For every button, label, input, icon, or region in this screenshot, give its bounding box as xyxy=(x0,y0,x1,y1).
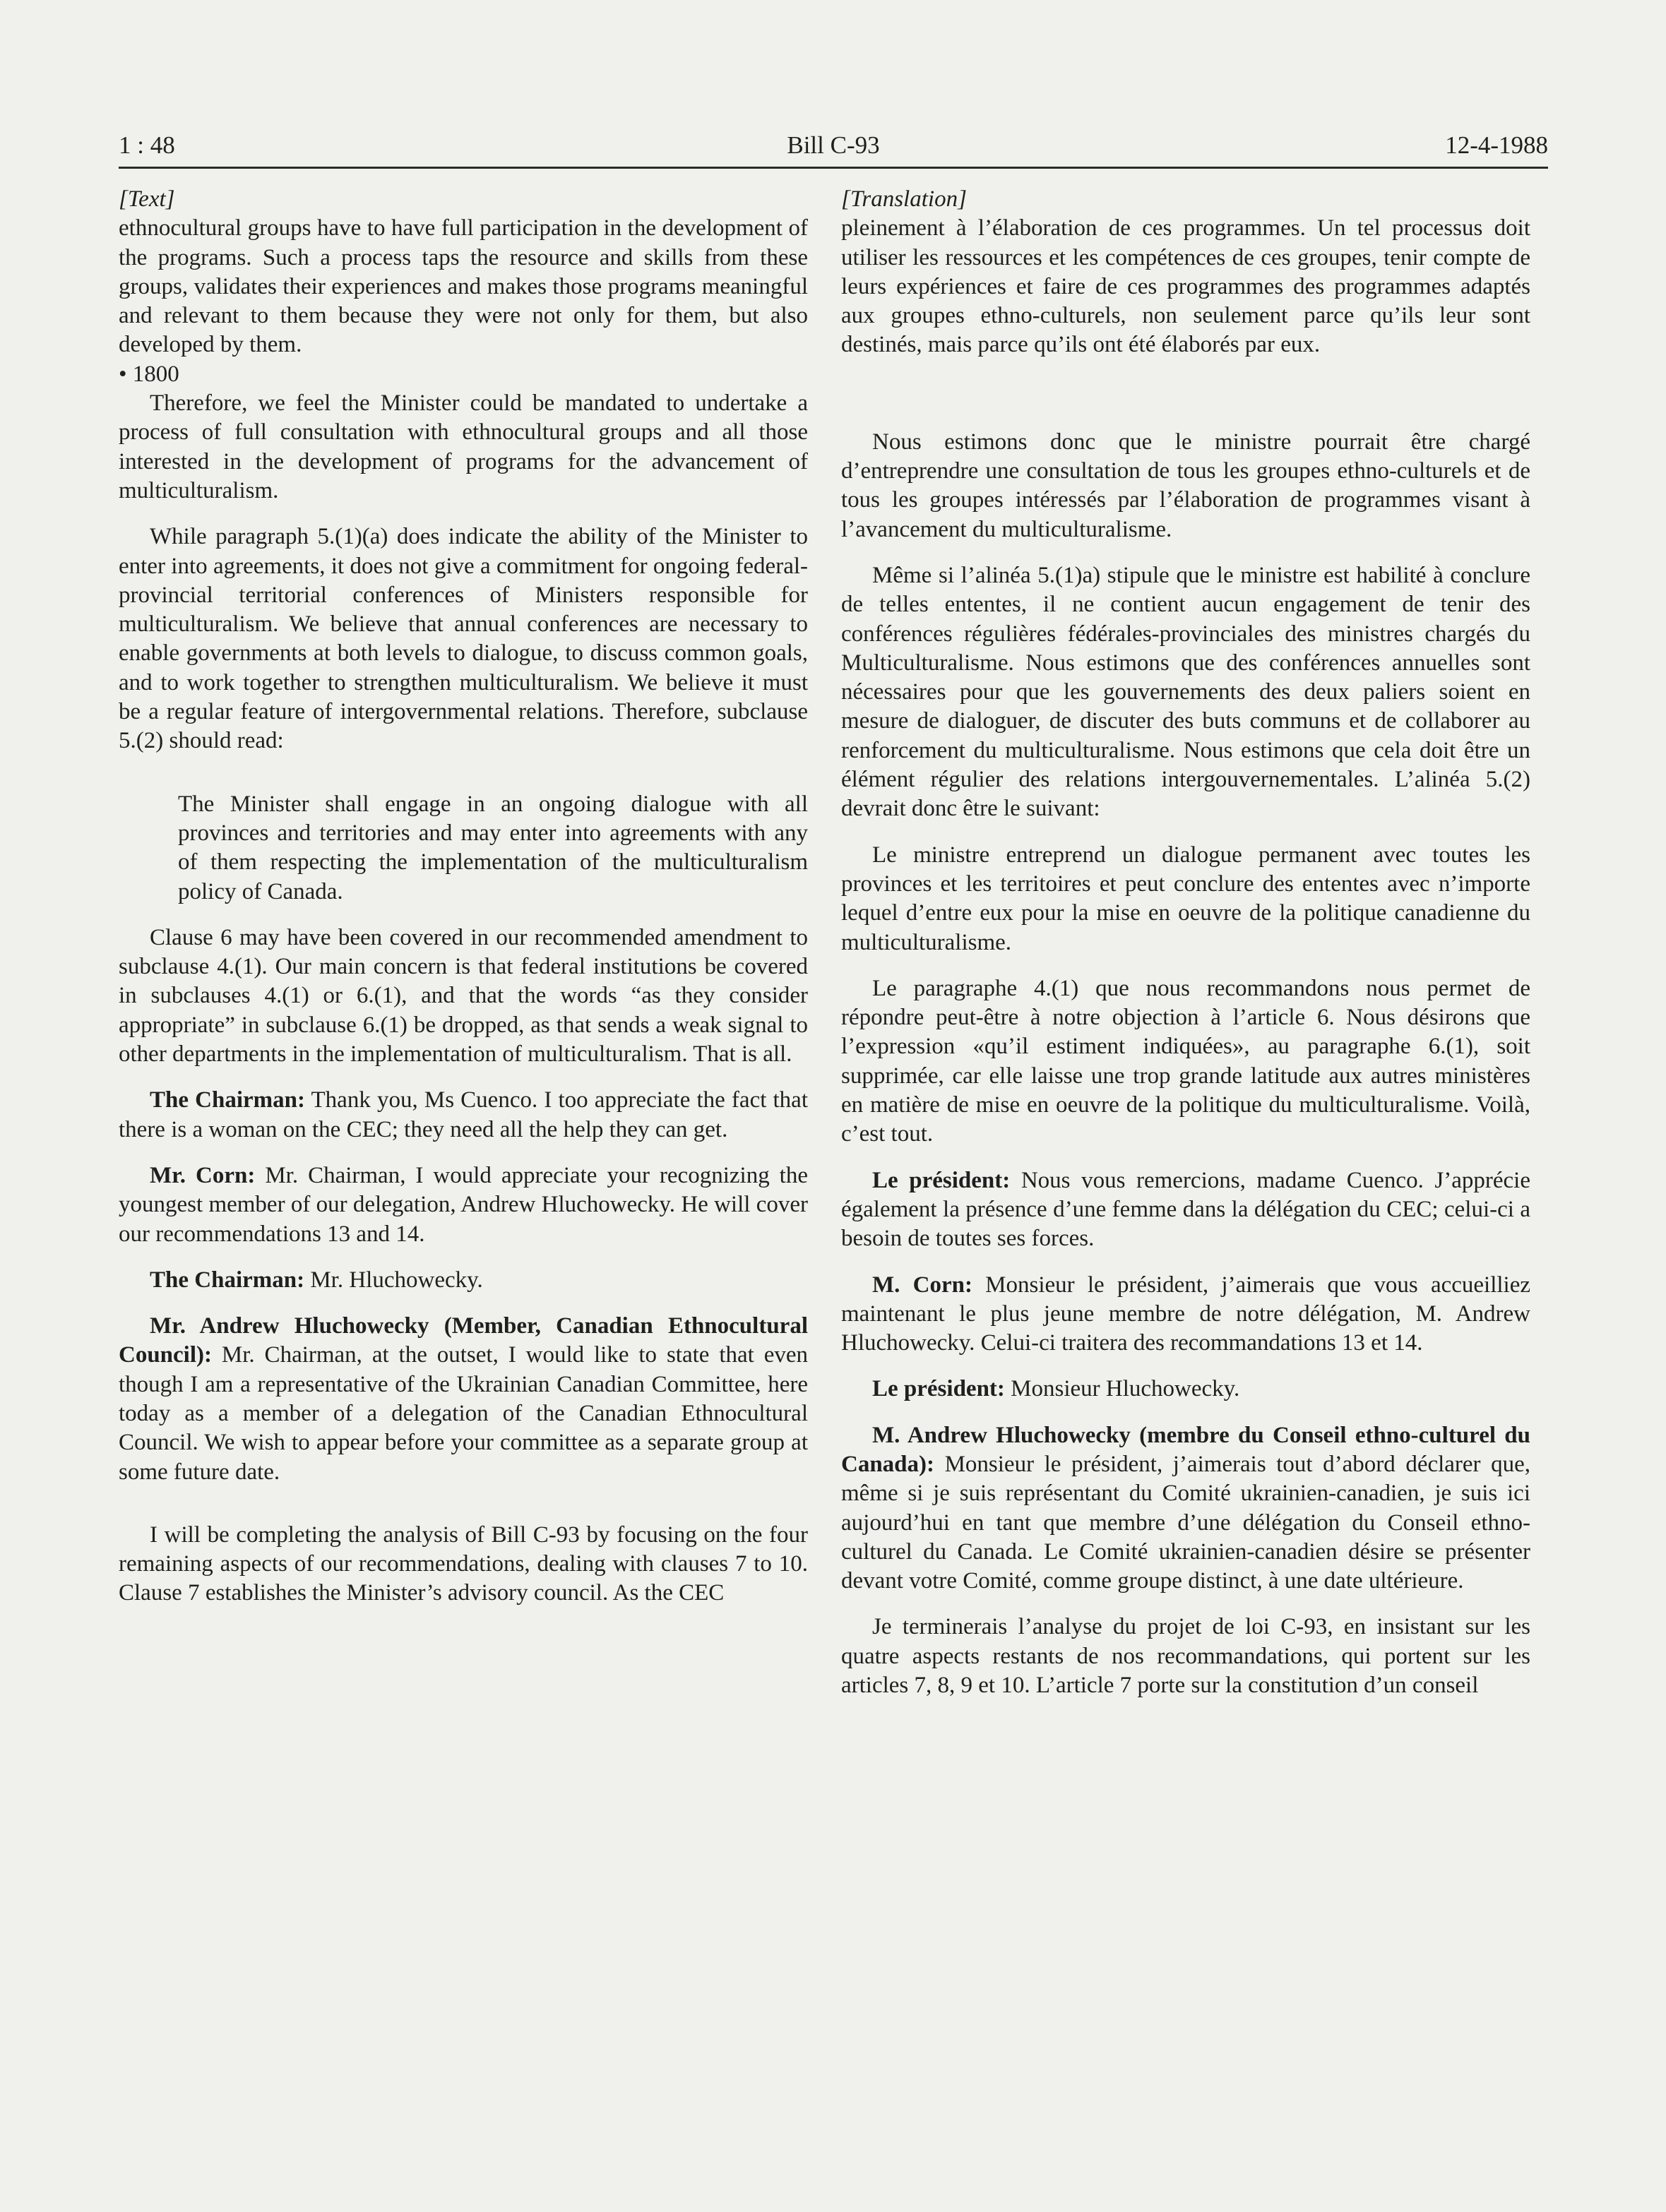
speaker-name: Le président: xyxy=(872,1167,1011,1193)
speaker-name: Mr. Corn: xyxy=(150,1162,256,1188)
speaker-name: The Chairman: xyxy=(150,1267,305,1293)
speech xyxy=(841,1421,1530,1596)
quoted-amendment: The Minister shall engage in an ongoing dialogue with all provinces and territories and may enter into agreements with any of them respecting the implementation of the multiculturalism policy of Canada. xyxy=(178,791,808,904)
page-number: 1 : 48 xyxy=(119,131,175,159)
french-column xyxy=(841,185,1530,1700)
paragraph: Même si l’alinéa 5.(1)a) stipule que le ministre est habilité à conclure de telles ententes, il ne contient aucun engagement de tenir des conférences régulières fédérales-provinciales des ministres chargés du Multiculturalisme. Nous estimons que des conférences annuelles sont nécessaires pour que les gouvernements des deux paliers soient en mesure de dialoguer, de discuter des buts communs et de collaborer au renforcement du multiculturalisme. Nous estimons que cela doit être un élément régulier des relations intergouvernementales. L’alinéa 5.(2) devrait donc être le suivant: xyxy=(841,562,1530,822)
speech-text: Mr. Chairman, I would appreciate your recognizing the youngest member of our delegation, Andrew Hluchowecky. He will cover our recommendations 13 and 14. xyxy=(119,1162,808,1247)
speaker-name: Le président: xyxy=(872,1376,1005,1402)
speaker-name: The Chairman: xyxy=(150,1087,305,1113)
speech-text: Nous vous remercions, madame Cuenco. J’apprécie également la présence d’une femme dans la délégation du CEC; celui-ci a besoin de toutes ses forces. xyxy=(841,1167,1530,1252)
paragraph: Therefore, we feel the Minister could be mandated to undertake a process of full consultation with ethnocultural groups and all those interested in the development of programs for the advancement of multiculturalism. xyxy=(119,390,808,503)
speech-text: Monsieur le président, j’aimerais que vous accueilliez maintenant le plus jeune membre de notre délégation, M. Andrew Hluchowecky. Celui-ci traitera des recommandations 13 et 14. xyxy=(841,1272,1531,1356)
timestamp: • 1800 xyxy=(119,361,179,387)
speech xyxy=(119,1266,808,1295)
paragraph: Je terminerais l’analyse du projet de loi C-93, en insistant sur les quatre aspects restants de nos recommandations, qui portent sur les articles 7, 8, 9 et 10. L’article 7 porte sur la constitution d’un conseil xyxy=(841,1614,1530,1699)
page-header xyxy=(119,131,1548,167)
speech xyxy=(841,1166,1530,1254)
meeting-date: 12-4-1988 xyxy=(1445,131,1548,159)
header-rule xyxy=(119,167,1548,169)
speech-text: Mr. Hluchowecky. xyxy=(304,1267,483,1293)
paragraph: While paragraph 5.(1)(a) does indicate the ability of the Minister to enter into agreements, it does not give a commitment for ongoing federal-provincial territorial conferences of Ministers responsible for multiculturalism. We believe that annual conferences are necessary to enable governments at both levels to dialogue, to discuss common goals, and to work together to strengthen multiculturalism. We believe it must be a regular feature of intergovernmental relations. Therefore, subclause 5.(2) should read: xyxy=(119,524,808,754)
bill-title: Bill C-93 xyxy=(787,131,880,159)
speaker-name: Mr. Andrew Hluchowecky (Member, Canadian Ethnocultural Council): xyxy=(119,1313,808,1368)
paragraph: pleinement à l’élaboration de ces programmes. Un tel processus doit utiliser les ressources et les compétences de ces groupes, tenir compte de leurs expériences et faire de ces programmes des programmes adaptés aux groupes ethno-culturels, non seulement parce qu’ils leur sont destinés, mais parce qu’ils ont été élaborés par eux. xyxy=(841,215,1530,358)
speech-text: Thank you, Ms Cuenco. I too appreciate the fact that there is a woman on the CEC; they need all the help they can get. xyxy=(119,1087,809,1142)
paragraph: Nous estimons donc que le ministre pourrait être chargé d’entreprendre une consultation de tous les groupes ethno-culturels et de tous les groupes intéressés par l’élaboration de programmes visant à l’avancement du multiculturalisme. xyxy=(841,429,1530,542)
paragraph: Clause 6 may have been covered in our recommended amendment to subclause 4.(1). Our main concern is that federal institutions be covered in subclauses 4.(1) or 6.(1), and that the words “as they consider appropriate” in subclause 6.(1) be dropped, as that sends a weak signal to other departments in the implementation of multiculturalism. That is all. xyxy=(119,924,808,1068)
speech-text: Mr. Chairman, at the outset, I would like to state that even though I am a representative of the Ukrainian Canadian Committee, here today as a member of a delegation of the Canadian Ethnocultural Council. We wish to appear before your committee as a separate group at some future date. xyxy=(119,1342,808,1485)
translation-label: [Translation] xyxy=(841,186,967,212)
speaker-name: M. Corn: xyxy=(872,1272,972,1298)
speech xyxy=(119,1312,808,1487)
paragraph: I will be completing the analysis of Bill C-93 by focusing on the four remaining aspects of our recommendations, dealing with clauses 7 to 10. Clause 7 establishes the Minister’s advisory council. As the CEC xyxy=(119,1522,808,1606)
quoted-amendment: Le ministre entreprend un dialogue permanent avec toutes les provinces et les territoires et peut conclure des ententes avec n’importe lequel d’entre eux pour la mise en oeuvre de la politique canadienne du multiculturalisme. xyxy=(841,842,1530,955)
speech-text: Monsieur le président, j’aimerais tout d’abord déclarer que, même si je suis représentant du Comité ukrainien-canadien, je suis ici aujourd’hui en tant que membre d’une délégation du Conseil ethno-culturel du Canada. Le Comité ukrainien-canadien désire se présenter devant votre Comité, comme groupe distinct, à une date ultérieure. xyxy=(841,1451,1530,1594)
speech xyxy=(841,1375,1530,1404)
speech xyxy=(119,1161,808,1249)
speech-text: Monsieur Hluchowecky. xyxy=(1004,1376,1240,1402)
speech xyxy=(119,1086,808,1144)
speaker-name: M. Andrew Hluchowecky (membre du Conseil ethno-culturel du Canada): xyxy=(841,1422,1530,1477)
speech xyxy=(841,1271,1530,1358)
english-column xyxy=(119,185,808,1608)
text-label: [Text] xyxy=(119,186,175,212)
paragraph: ethnocultural groups have to have full participation in the development of the programs. Such a process taps the resource and skills from these groups, validates their experiences and makes those programs meaningful and relevant to them because they were not only for them, but also developed by them. xyxy=(119,215,808,358)
paragraph: Le paragraphe 4.(1) que nous recommandons nous permet de répondre peut-être à notre objection à l’article 6. Nous désirons que l’expression «qu’il estiment indiquées», au paragraphe 6.(1), soit supprimée, car elle laisse une trop grande latitude aux autres ministères en matière de mise en oeuvre de la politique du multiculturalisme. Voilà, c’est tout. xyxy=(841,975,1530,1147)
